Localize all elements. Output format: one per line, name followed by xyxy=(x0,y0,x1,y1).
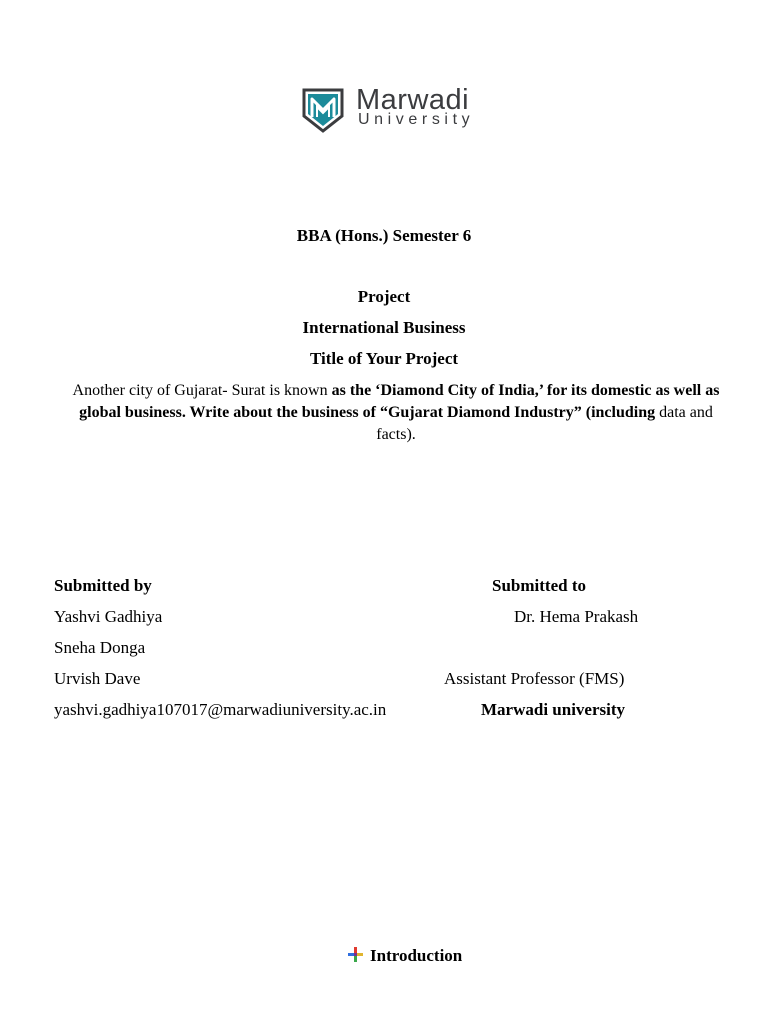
shield-logo-icon xyxy=(301,86,345,133)
student-email: yashvi.gadhiya107017@marwadiuniversity.ac.in xyxy=(54,700,387,719)
four-color-bullet-icon xyxy=(347,946,364,963)
submitted-by-heading: Submitted by xyxy=(54,576,152,595)
title-label: Title of Your Project xyxy=(309,349,459,368)
student-name: Yashvi Gadhiya xyxy=(54,607,163,626)
guide-name: Dr. Hema Prakash xyxy=(514,607,639,626)
description-part-1: Another city of Gujarat- Surat is known xyxy=(72,382,332,399)
project-description xyxy=(58,380,734,446)
submitted-to-heading: Submitted to xyxy=(492,576,586,595)
student-name: Urvish Dave xyxy=(54,669,141,688)
description-part-3: data and facts). xyxy=(376,404,713,443)
introduction-label: Introduction xyxy=(370,946,463,965)
guide-designation: Assistant Professor (FMS) xyxy=(444,669,625,688)
semester-heading: BBA (Hons.) Semester 6 xyxy=(296,226,472,245)
institution-name: Marwadi university xyxy=(481,700,626,719)
logo-subtitle: University xyxy=(358,111,475,128)
university-logo xyxy=(301,86,501,136)
description-part-2: as the ‘Diamond City of India,’ for its domestic as well as global business. Write about the business of “Gujarat Diamond Industry” (including xyxy=(79,382,720,421)
project-label: Project xyxy=(357,287,411,306)
logo-name: Marwadi xyxy=(356,84,470,116)
introduction-heading xyxy=(347,946,462,966)
subject-heading: International Business xyxy=(302,318,466,337)
student-name: Sneha Donga xyxy=(54,638,146,657)
